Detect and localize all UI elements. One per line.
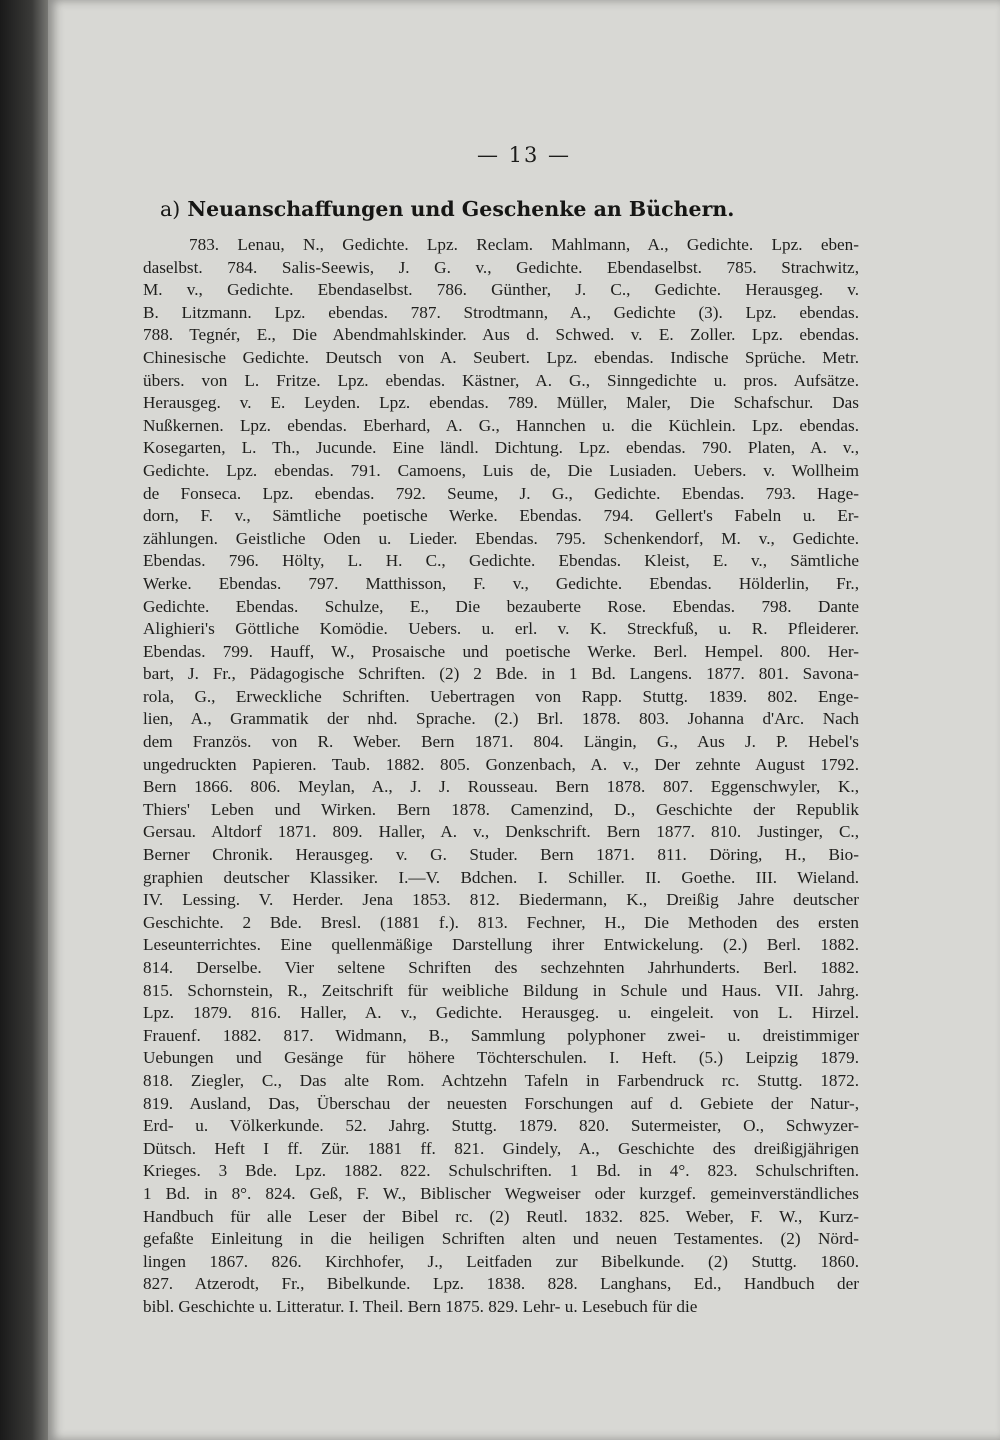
text-line: M. v., Gedichte. Ebendaselbst. 786. Günther, J. C., Gedichte. Herausgeg. v. bbox=[143, 280, 859, 300]
text-line: graphien deutscher Klassiker. I.—V. Bdchen. I. Schiller. II. Goethe. III. Wieland. bbox=[143, 867, 859, 887]
catalog-body-text bbox=[143, 234, 859, 1319]
text-line: Werke. Ebendas. 797. Matthisson, F. v., Gedichte. Ebendas. Hölderlin, Fr., bbox=[143, 573, 859, 593]
text-line: Ebendas. 799. Hauff, W., Prosaische und poetische Werke. Berl. Hempel. 800. Her- bbox=[143, 641, 859, 661]
text-line: 814. Derselbe. Vier seltene Schriften des sechzehnten Jahrhunderts. Berl. 1882. bbox=[143, 958, 859, 977]
section-marker: a) bbox=[160, 197, 181, 221]
page-number: — 13 — bbox=[476, 143, 572, 167]
text-line: Geschichte. 2 Bde. Bresl. (1881 f.). 813. Fechner, H., Die Methoden des ersten bbox=[143, 912, 859, 932]
section-heading bbox=[160, 197, 900, 221]
text-line: 819. Ausland, Das, Überschau der neuesten Forschungen auf d. Gebiete der Natur-, bbox=[143, 1093, 859, 1113]
text-line: 818. Ziegler, C., Das alte Rom. Achtzehn Tafeln in Farbendruck rc. Stuttg. 1872. bbox=[143, 1070, 859, 1090]
text-line: dorn, F. v., Sämtliche poetische Werke. Ebendas. 794. Gellert's Fabeln u. Er- bbox=[143, 506, 859, 526]
text-line: 788. Tegnér, E., Die Abendmahlskinder. Aus d. Schwed. v. E. Zoller. Lpz. ebendas. bbox=[143, 325, 859, 345]
text-line: rola, G., Erweckliche Schriften. Uebertragen von Rapp. Stuttg. 1839. 802. Enge- bbox=[143, 686, 859, 706]
text-line: zählungen. Geistliche Oden u. Lieder. Ebendas. 795. Schenkendorf, M. v., Gedichte. bbox=[143, 528, 859, 548]
text-line: Erd- u. Völkerkunde. 52. Jahrg. Stuttg. 1879. 820. Sutermeister, O., Schwyzer- bbox=[143, 1116, 859, 1136]
document-page bbox=[48, 0, 1000, 1440]
text-line: bibl. Geschichte u. Litteratur. I. Theil. Bern 1875. 829. Lehr- u. Lesebuch für die bbox=[143, 1296, 698, 1316]
section-title: Neuanschaffungen und Geschenke an Büchern. bbox=[187, 197, 735, 221]
text-line: Gersau. Altdorf 1871. 809. Haller, A. v., Denkschrift. Bern 1877. 810. Justinger, C., bbox=[143, 822, 859, 842]
text-line: bart, J. Fr., Pädagogische Schriften. (2) 2 Bde. in 1 Bd. Langens. 1877. 801. Savona- bbox=[143, 664, 859, 684]
text-line: Uebungen und Gesänge für höhere Töchterschulen. I. Heft. (5.) Leipzig 1879. bbox=[143, 1048, 859, 1068]
text-line: Herausgeg. v. E. Leyden. Lpz. ebendas. 789. Müller, Maler, Die Schafschur. Das bbox=[143, 393, 859, 413]
text-line: gefaßte Einleitung in die heiligen Schriften alten und neuen Testamentes. (2) Nörd- bbox=[143, 1229, 859, 1249]
text-line: Handbuch für alle Leser der Bibel rc. (2) Reutl. 1832. 825. Weber, F. W., Kurz- bbox=[143, 1206, 859, 1226]
text-line: Gedichte. Ebendas. Schulze, E., Die bezauberte Rose. Ebendas. 798. Dante bbox=[143, 596, 859, 616]
text-line: Bern 1866. 806. Meylan, A., J. J. Rousseau. Bern 1878. 807. Eggenschwyler, K., bbox=[143, 777, 859, 797]
text-line: Alighieri's Göttliche Komödie. Uebers. u. erl. v. K. Streckfuß, u. R. Pfleiderer. bbox=[143, 619, 859, 639]
text-line: Leseunterrichtes. Eine quellenmäßige Darstellung ihrer Entwickelung. (2.) Berl. 1882. bbox=[143, 935, 859, 955]
text-line: dem Französ. von R. Weber. Bern 1871. 804. Längin, G., Aus J. P. Hebel's bbox=[143, 732, 859, 752]
text-line: lingen 1867. 826. Kirchhofer, J., Leitfaden zur Bibelkunde. (2) Stuttg. 1860. bbox=[143, 1251, 859, 1271]
text-line: Dütsch. Heft I ff. Zür. 1881 ff. 821. Gindely, A., Geschichte des dreißigjährigen bbox=[143, 1138, 859, 1158]
text-line: 783. Lenau, N., Gedichte. Lpz. Reclam. Mahlmann, A., Gedichte. Lpz. eben- bbox=[189, 235, 859, 254]
text-line: Gedichte. Lpz. ebendas. 791. Camoens, Luis de, Die Lusiaden. Uebers. v. Wollheim bbox=[143, 460, 859, 480]
text-line: daselbst. 784. Salis-Seewis, J. G. v., Gedichte. Ebendaselbst. 785. Strachwitz, bbox=[143, 257, 859, 277]
text-line: Krieges. 3 Bde. Lpz. 1882. 822. Schulschriften. 1 Bd. in 4°. 823. Schulschriften. bbox=[143, 1161, 859, 1181]
text-line: Chinesische Gedichte. Deutsch von A. Seubert. Lpz. ebendas. Indische Sprüche. Metr. bbox=[143, 347, 859, 367]
text-line: 827. Atzerodt, Fr., Bibelkunde. Lpz. 1838. 828. Langhans, Ed., Handbuch der bbox=[143, 1274, 859, 1294]
text-line: IV. Lessing. V. Herder. Jena 1853. 812. Biedermann, K., Dreißig Jahre deutscher bbox=[143, 890, 859, 910]
text-line: lien, A., Grammatik der nhd. Sprache. (2.) Brl. 1878. 803. Johanna d'Arc. Nach bbox=[143, 709, 859, 729]
text-line: Ebendas. 796. Hölty, L. H. C., Gedichte. Ebendas. Kleist, E. v., Sämtliche bbox=[143, 551, 859, 571]
text-line: 815. Schornstein, R., Zeitschrift für weibliche Bildung in Schule und Haus. VII. Jahrg. bbox=[143, 980, 859, 1000]
text-line: Thiers' Leben und Wirken. Bern 1878. Camenzind, D., Geschichte der Republik bbox=[143, 799, 859, 819]
text-line: Kosegarten, L. Th., Jucunde. Eine ländl. Dichtung. Lpz. ebendas. 790. Platen, A. v., bbox=[143, 438, 859, 458]
text-line: Nußkernen. Lpz. ebendas. Eberhard, A. G., Hannchen u. die Küchlein. Lpz. ebendas. bbox=[143, 415, 859, 435]
text-line: de Fonseca. Lpz. ebendas. 792. Seume, J. G., Gedichte. Ebendas. 793. Hage- bbox=[143, 483, 859, 503]
text-line: B. Litzmann. Lpz. ebendas. 787. Strodtmann, A., Gedichte (3). Lpz. ebendas. bbox=[143, 302, 859, 322]
text-line: Berner Chronik. Herausgeg. v. G. Studer. Bern 1871. 811. Döring, H., Bio- bbox=[143, 845, 859, 865]
text-line: ungedruckten Papieren. Taub. 1882. 805. Gonzenbach, A. v., Der zehnte August 1792. bbox=[143, 754, 859, 774]
text-line: Frauenf. 1882. 817. Widmann, B., Sammlung polyphoner zwei- u. dreistimmiger bbox=[143, 1025, 859, 1045]
text-line: Lpz. 1879. 816. Haller, A. v., Gedichte. Herausgeg. u. eingeleit. von L. Hirzel. bbox=[143, 1003, 859, 1023]
text-line: 1 Bd. in 8°. 824. Geß, F. W., Biblischer Wegweiser oder kurzgef. gemeinverständliches bbox=[143, 1183, 859, 1203]
text-line: übers. von L. Fritze. Lpz. ebendas. Kästner, A. G., Sinngedichte u. pros. Aufsätze. bbox=[143, 370, 859, 390]
